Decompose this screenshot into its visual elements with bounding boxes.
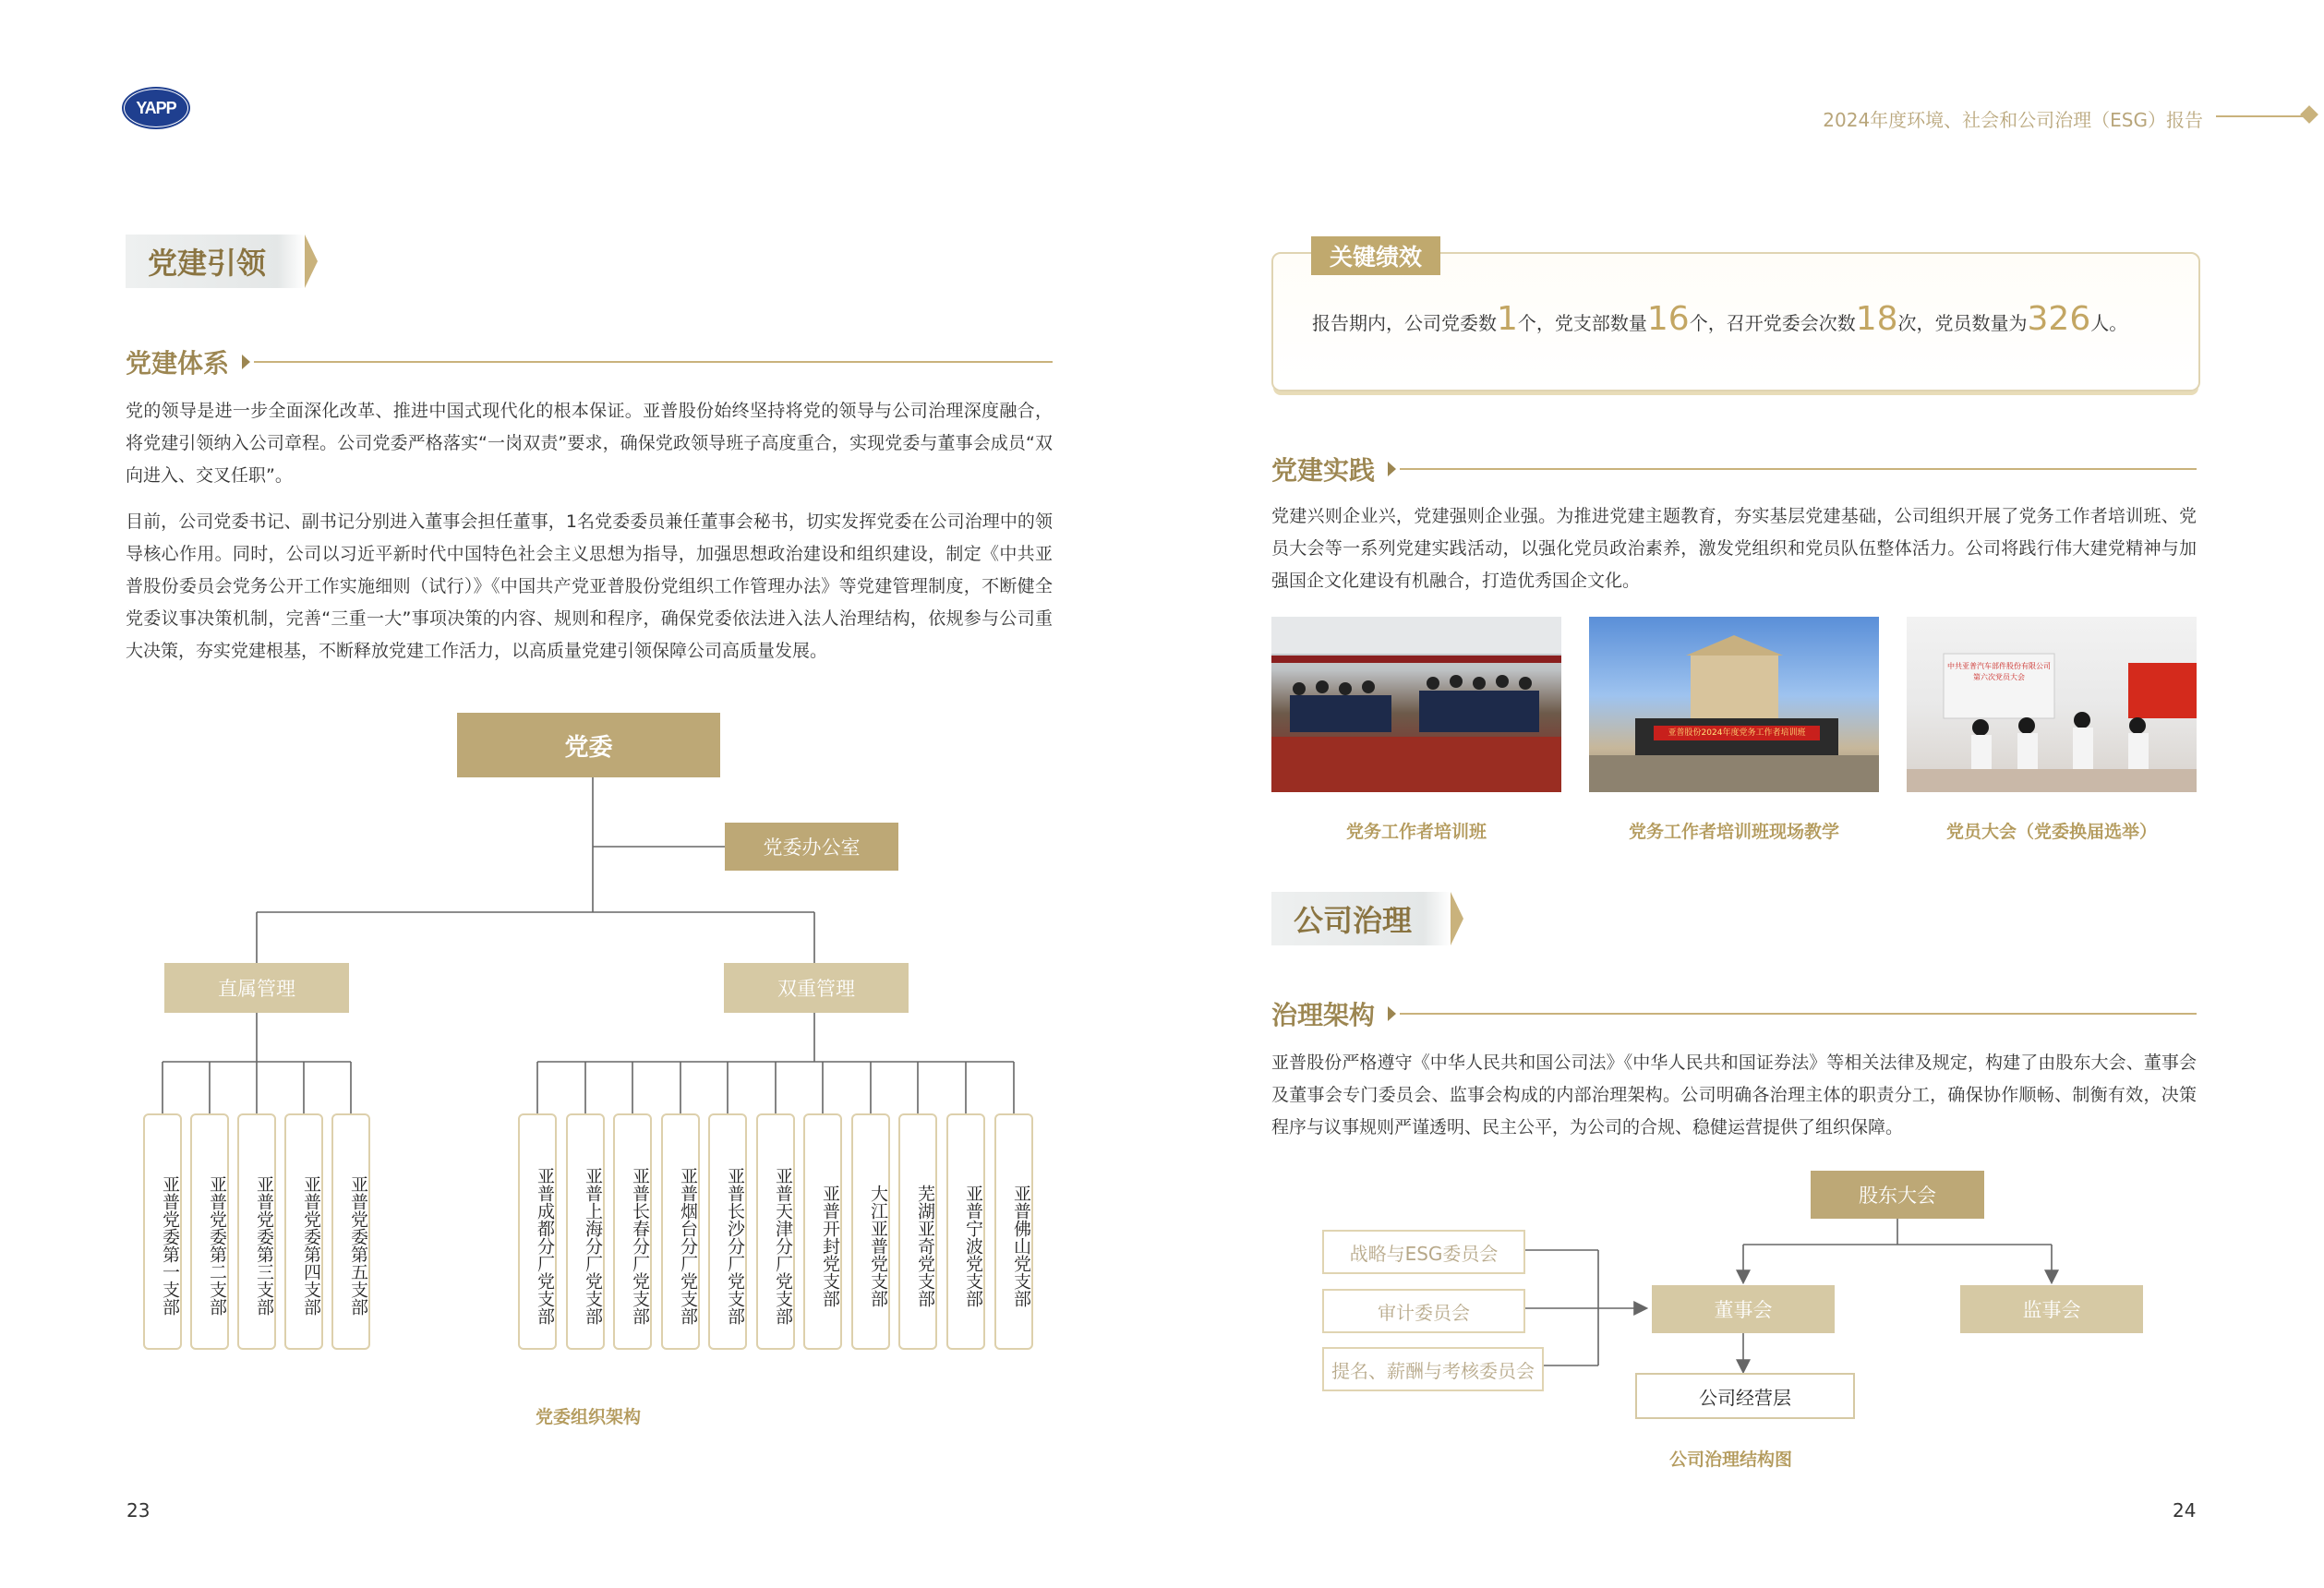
section-title: 党建引领 (126, 235, 305, 288)
branch-box: 亚普开封党支部 (803, 1113, 842, 1350)
paragraph: 亚普股份严格遵守《中华人民共和国公司法》《中华人民共和国证券法》等相关法律及规定，构建了由股东大会、董事会及董事会专门委员会、监事会构成的内部治理架构。公司明确各治理主体的职责分工，确保协作顺畅、制衡有效，决策程序与议事规则严谨透明、民主公平，为公司的合规、稳健运营提供了组织保障。 (1271, 1053, 2197, 1137)
page-number-left: 23 (126, 1499, 151, 1522)
kpi-party-committees: 1 (1497, 300, 1518, 338)
photo-caption: 党务工作者培训班 (1345, 822, 1487, 842)
branch-box: 亚普宁波党支部 (946, 1113, 985, 1350)
logo-text: YAPP (136, 98, 176, 117)
kpi-text: 报告期内，公司党委数 (1312, 312, 1497, 334)
photo-caption: 党员大会（党委换届选举） (1945, 822, 2157, 842)
party-org-caption: 党委组织架构 (536, 1407, 642, 1427)
branch-box: 亚普长沙分厂党支部 (708, 1113, 747, 1350)
kpi-text: 个，召开党委会次数 (1689, 312, 1856, 334)
subsection-title: 治理架构 (1271, 1000, 1376, 1030)
direct-management-box: 直属管理 (164, 963, 349, 1013)
branch-box: 大江亚普党支部 (851, 1113, 890, 1350)
board-box: 董事会 (1652, 1285, 1835, 1333)
branch-box: 亚普党委第三支部 (237, 1113, 276, 1350)
supervisors-box: 监事会 (1960, 1285, 2143, 1333)
kpi-meetings: 18 (1855, 300, 1898, 338)
committee-nomination: 提名、薪酬与考核委员会 (1322, 1347, 1544, 1391)
committee-audit: 审计委员会 (1322, 1289, 1525, 1333)
page-number-right: 24 (2173, 1499, 2197, 1522)
party-committee-box: 党委 (457, 713, 720, 777)
screen-text: 中共亚普汽车部件股份有限公司第六次党员大会 (1947, 662, 2051, 681)
governance-caption: 公司治理结构图 (1669, 1450, 1793, 1470)
kpi-branches: 16 (1646, 300, 1690, 338)
branch-box: 亚普长春分厂党支部 (613, 1113, 652, 1350)
kpi-text: 次，党员数量为 (1897, 312, 2028, 334)
branch-box: 亚普天津分厂党支部 (756, 1113, 795, 1350)
kpi-text: 人。 (2090, 312, 2128, 334)
branch-box: 芜湖亚奇党支部 (898, 1113, 937, 1350)
subsection-title: 党建实践 (1271, 455, 1376, 486)
shareholders-meeting-box: 股东大会 (1811, 1171, 1984, 1219)
photo-caption: 党务工作者培训班现场教学 (1628, 822, 1839, 842)
branch-box: 亚普党委第一支部 (143, 1113, 182, 1350)
branch-box: 亚普烟台分厂党支部 (661, 1113, 700, 1350)
section-title: 公司治理 (1271, 892, 1451, 945)
branch-box: 亚普上海分厂党支部 (566, 1113, 605, 1350)
subsection-title: 党建体系 (126, 348, 230, 379)
branch-box: 亚普党委第四支部 (284, 1113, 323, 1350)
paragraph: 党建兴则企业兴，党建强则企业强。为推进党建主题教育，夯实基层党建基础，公司组织开展了党务工作者培训班、党员大会等一系列党建实践活动，以强化党员政治素养，激发党组织和党员队伍整体活力。公司将践行伟大建党精神与加强国企文化建设有机融合，打造优秀国企文化。 (1271, 506, 2197, 591)
branch-box: 亚普佛山党支部 (994, 1113, 1033, 1350)
paragraph: 目前，公司党委书记、副书记分别进入董事会担任董事，1名党委委员兼任董事会秘书，切实发挥党委在公司治理中的领导核心作用。同时，公司以习近平新时代中国特色社会主义思想为指导，加强思想政治建设和组织建设，制定《中共亚普股份委员会党务公开工作实施细则（试行）》《中国共产党亚普股份党组织工作管理办法》等党建管理制度，不断健全党委议事决策机制，完善“三重一大”事项决策的内容、规则和程序，确保党委依法进入法人治理结构，依规参与公司重大决策，夯实党建根基，不断释放党建工作活力，以高质量党建引领保障公司高质量发展。 (126, 511, 1053, 661)
kpi-text: 个，党支部数量 (1517, 312, 1647, 334)
kpi-members: 326 (2027, 300, 2091, 338)
banner-text: 亚普股份2024年度党务工作者培训班 (1668, 728, 1806, 738)
party-office-box: 党委办公室 (725, 823, 898, 871)
paragraph: 党的领导是进一步全面深化改革、推进中国式现代化的根本保证。亚普股份始终坚持将党的领导与公司治理深度融合，将党建引领纳入公司章程。公司党委严格落实“一岗双责”要求，确保党政领导班子高度重合，实现党委与董事会成员“双向进入、交叉任职”。 (126, 401, 1053, 486)
report-title: 2024年度环境、社会和公司治理（ESG）报告 (1823, 109, 2203, 131)
committee-strategy-esg: 战略与ESG委员会 (1322, 1230, 1525, 1274)
kpi-tag: 关键绩效 (1311, 236, 1440, 275)
dual-management-box: 双重管理 (724, 963, 909, 1013)
branch-box: 亚普成都分厂党支部 (518, 1113, 557, 1350)
branch-box: 亚普党委第五支部 (331, 1113, 370, 1350)
branch-box: 亚普党委第二支部 (190, 1113, 229, 1350)
management-box: 公司经营层 (1635, 1373, 1855, 1419)
